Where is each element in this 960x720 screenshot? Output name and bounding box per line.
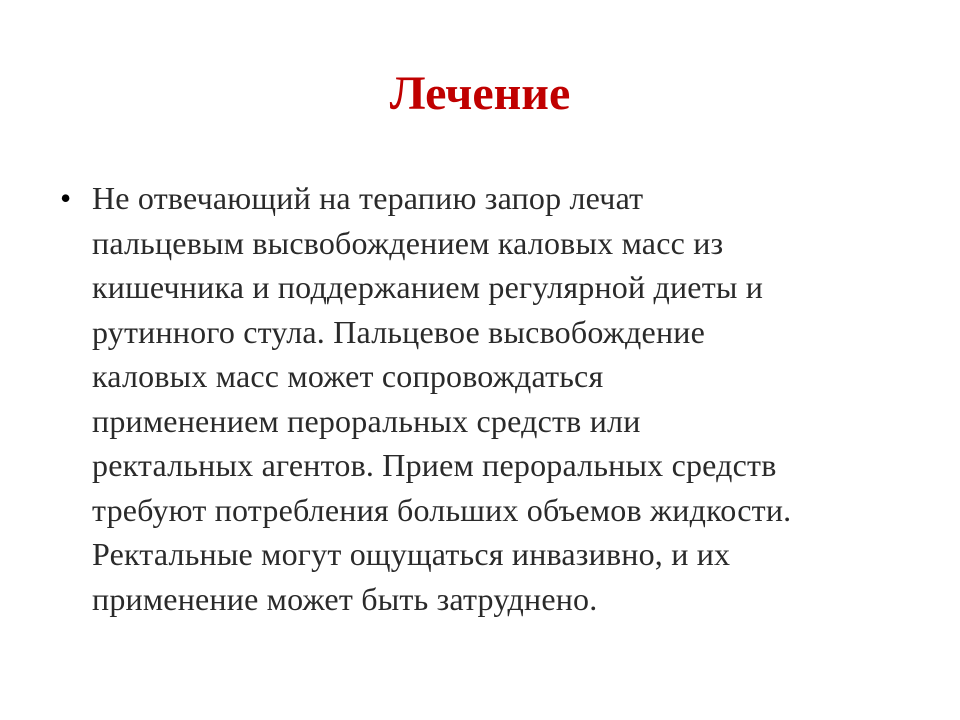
bullet-text-line: кишечника и поддержанием регулярной диеты и [92,269,764,305]
bullet-text-line: применением пероральных средств или [92,402,641,439]
bullet-text-line: каловых масс может сопровождаться [92,358,604,394]
bullet-text-line: Ректальные могут ощущаться инвазивно, и их [92,536,731,572]
bullet-text-line: ректальных агентов. Прием пероральных средств [92,447,777,483]
bullet-text [92,176,920,621]
bullet-text-line: применение может быть затруднено. [92,580,598,617]
slide-title: Лечение [389,67,571,120]
bullet-text-line: Не отвечающий на терапию запор лечат [92,180,644,216]
bullet-text-line: требуют потребления больших объемов жидкости. [92,491,792,528]
bullet-list [60,176,920,621]
bullet-text-line: рутинного стула. Пальцевое высвобождение [92,313,705,350]
bullet-item [60,176,920,621]
bullet-text-line: пальцевым высвобождением каловых масс из [92,224,724,261]
bullet-marker-icon: • [60,180,72,216]
